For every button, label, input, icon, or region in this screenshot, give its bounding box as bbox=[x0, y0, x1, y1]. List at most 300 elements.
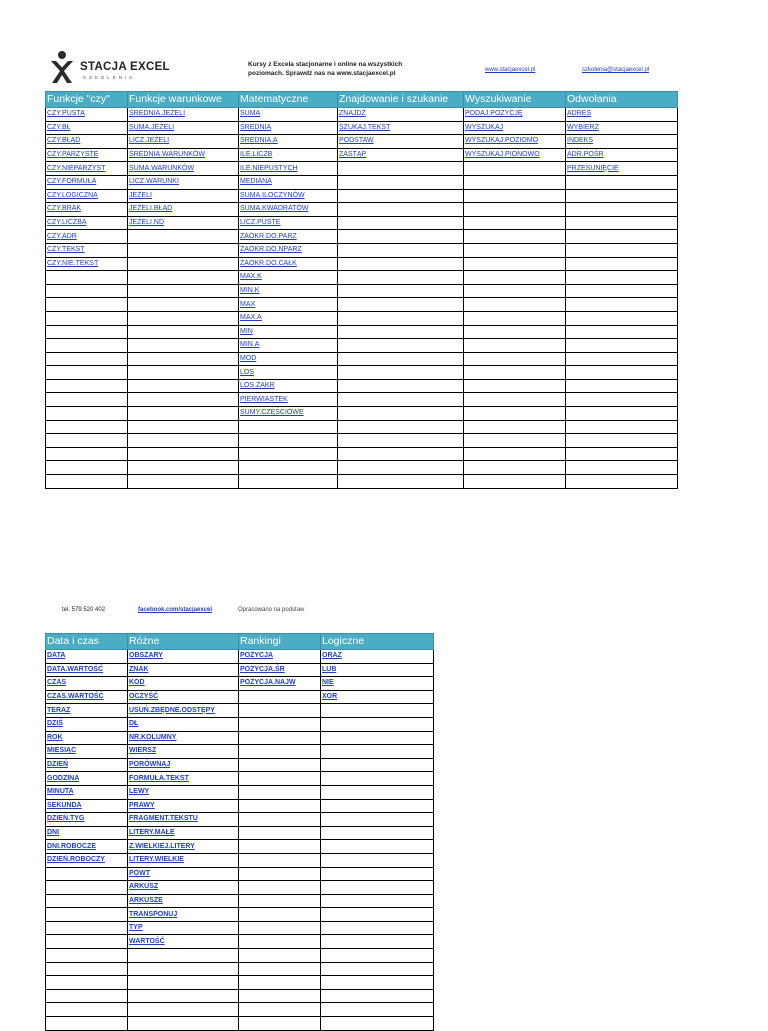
function-link[interactable]: MAX.K bbox=[239, 271, 338, 285]
empty-cell bbox=[321, 772, 434, 786]
function-link[interactable]: USUŃ.ZBĘDNE.ODSTĘPY bbox=[128, 704, 239, 718]
column-header: Wyszukiwanie bbox=[464, 92, 566, 108]
function-link[interactable]: FRAGMENT.TEKSTU bbox=[128, 813, 239, 827]
function-link[interactable]: ADRES bbox=[566, 108, 678, 122]
functions-table-2 bbox=[45, 633, 434, 1031]
empty-cell bbox=[46, 366, 128, 380]
empty-cell bbox=[321, 813, 434, 827]
empty-cell bbox=[239, 758, 321, 772]
empty-cell bbox=[566, 407, 678, 421]
empty-cell bbox=[46, 867, 128, 881]
function-link[interactable]: CZY.BRAK bbox=[46, 203, 128, 217]
column-header: Funkcje warunkowe bbox=[128, 92, 239, 108]
empty-cell bbox=[338, 325, 464, 339]
empty-cell bbox=[239, 1017, 321, 1031]
empty-cell bbox=[464, 434, 566, 448]
empty-cell bbox=[46, 976, 128, 990]
column-header: Data i czas bbox=[46, 634, 128, 650]
empty-cell bbox=[128, 271, 239, 285]
facebook-link[interactable]: facebook.com/stacjaexcel bbox=[138, 607, 213, 613]
empty-cell bbox=[46, 881, 128, 895]
empty-cell bbox=[46, 298, 128, 312]
empty-cell bbox=[128, 311, 239, 325]
function-link[interactable]: XOR bbox=[321, 690, 434, 704]
function-link[interactable]: DŁ bbox=[128, 717, 239, 731]
table-row bbox=[46, 379, 678, 393]
function-link[interactable]: MIN bbox=[239, 325, 338, 339]
empty-cell bbox=[239, 690, 321, 704]
empty-cell bbox=[321, 717, 434, 731]
table-row bbox=[46, 826, 434, 840]
empty-cell bbox=[321, 881, 434, 895]
empty-cell bbox=[239, 935, 321, 949]
function-link[interactable]: NR.KOLUMNY bbox=[128, 731, 239, 745]
empty-cell bbox=[321, 908, 434, 922]
function-link[interactable]: PORÓWNAJ bbox=[128, 758, 239, 772]
empty-cell bbox=[566, 379, 678, 393]
empty-cell bbox=[464, 230, 566, 244]
empty-cell bbox=[566, 352, 678, 366]
function-link[interactable]: ZAOKR.DO.NPARZ bbox=[239, 243, 338, 257]
function-link[interactable]: ŚREDNIA.JEŻELI bbox=[128, 108, 239, 122]
empty-cell bbox=[46, 420, 128, 434]
empty-cell bbox=[566, 257, 678, 271]
empty-cell bbox=[239, 447, 338, 461]
table-row bbox=[46, 921, 434, 935]
function-link[interactable]: SZUKAJ.TEKST bbox=[338, 121, 464, 135]
function-link[interactable]: SUMA bbox=[239, 108, 338, 122]
empty-cell bbox=[46, 407, 128, 421]
empty-cell bbox=[464, 352, 566, 366]
function-link[interactable]: FORMUŁA.TEKST bbox=[128, 772, 239, 786]
empty-cell bbox=[464, 175, 566, 189]
function-link[interactable]: ILE.NIEPUSTYCH bbox=[239, 162, 338, 176]
empty-cell bbox=[321, 1003, 434, 1017]
function-link[interactable]: PIERWIASTEK bbox=[239, 393, 338, 407]
empty-cell bbox=[46, 284, 128, 298]
empty-cell bbox=[464, 407, 566, 421]
empty-cell bbox=[464, 257, 566, 271]
empty-cell bbox=[321, 826, 434, 840]
empty-cell bbox=[239, 989, 321, 1003]
empty-cell bbox=[338, 189, 464, 203]
function-link[interactable]: CZY.PARZYSTE bbox=[46, 148, 128, 162]
function-link[interactable]: SEKUNDA bbox=[46, 799, 128, 813]
function-link[interactable]: CZAS.WARTOŚĆ bbox=[46, 690, 128, 704]
function-link[interactable]: OBSZARY bbox=[128, 650, 239, 664]
table-row bbox=[46, 731, 434, 745]
empty-cell bbox=[239, 962, 321, 976]
empty-cell bbox=[338, 475, 464, 489]
empty-cell bbox=[338, 366, 464, 380]
empty-cell bbox=[464, 243, 566, 257]
tagline-line-2: poziomach. Sprawdź nas na www.stacjaexcel.pl bbox=[248, 70, 396, 77]
empty-cell bbox=[338, 379, 464, 393]
column-header: Znajdowanie i szukanie bbox=[338, 92, 464, 108]
function-link[interactable]: JEŻELI.BŁĄD bbox=[128, 203, 239, 217]
function-link[interactable]: WYSZUKAJ bbox=[464, 121, 566, 135]
table-row bbox=[46, 447, 678, 461]
empty-cell bbox=[566, 175, 678, 189]
table-row bbox=[46, 434, 678, 448]
empty-cell bbox=[566, 311, 678, 325]
function-link[interactable]: JEŻELI bbox=[128, 189, 239, 203]
empty-cell bbox=[566, 298, 678, 312]
table-row bbox=[46, 989, 434, 1003]
table-row bbox=[46, 298, 678, 312]
function-link[interactable]: DATA.WARTOŚĆ bbox=[46, 663, 128, 677]
empty-cell bbox=[239, 475, 338, 489]
function-link[interactable]: CZY.TEKST bbox=[46, 243, 128, 257]
empty-cell bbox=[338, 339, 464, 353]
table-row bbox=[46, 257, 678, 271]
empty-cell bbox=[46, 393, 128, 407]
function-link[interactable]: ZAOKR.DO.CAŁK bbox=[239, 257, 338, 271]
phone-number: tel. 579 520 402 bbox=[62, 607, 106, 613]
table-row bbox=[46, 175, 678, 189]
function-link[interactable]: MOD bbox=[239, 352, 338, 366]
function-link[interactable]: CZY.FORMUŁA bbox=[46, 175, 128, 189]
table-row bbox=[46, 420, 678, 434]
function-link[interactable]: POZYCJA.NAJW bbox=[239, 677, 321, 691]
empty-cell bbox=[464, 325, 566, 339]
function-link[interactable]: ARKUSZE bbox=[128, 894, 239, 908]
empty-cell bbox=[239, 704, 321, 718]
function-link[interactable]: CZAS bbox=[46, 677, 128, 691]
empty-cell bbox=[338, 175, 464, 189]
function-link[interactable]: ZNAJDŹ bbox=[338, 108, 464, 122]
empty-cell bbox=[128, 298, 239, 312]
empty-cell bbox=[128, 434, 239, 448]
tagline-line-1: Kursy z Excela stacjonarne i online na wszystkich bbox=[248, 61, 403, 68]
table-row bbox=[46, 407, 678, 421]
empty-cell bbox=[338, 298, 464, 312]
function-link[interactable]: POZYCJA.ŚR bbox=[239, 663, 321, 677]
empty-cell bbox=[128, 352, 239, 366]
function-link[interactable]: OCZYŚĆ bbox=[128, 690, 239, 704]
website-link[interactable]: www.stacjaexcel.pl bbox=[485, 67, 536, 73]
empty-cell bbox=[46, 962, 128, 976]
function-link[interactable]: MAX.A bbox=[239, 311, 338, 325]
empty-cell bbox=[128, 393, 239, 407]
empty-cell bbox=[128, 339, 239, 353]
empty-cell bbox=[239, 949, 321, 963]
empty-cell bbox=[464, 420, 566, 434]
table-row bbox=[46, 704, 434, 718]
function-link[interactable]: DZIEŃ bbox=[46, 758, 128, 772]
empty-cell bbox=[321, 853, 434, 867]
function-link[interactable]: CZY.LOGICZNA bbox=[46, 189, 128, 203]
empty-cell bbox=[239, 921, 321, 935]
empty-cell bbox=[566, 216, 678, 230]
table-row bbox=[46, 230, 678, 244]
empty-cell bbox=[239, 461, 338, 475]
empty-cell bbox=[464, 162, 566, 176]
function-link[interactable]: MIESIĄC bbox=[46, 745, 128, 759]
function-link[interactable]: CZY.BŁ bbox=[46, 121, 128, 135]
empty-cell bbox=[566, 284, 678, 298]
table-row bbox=[46, 867, 434, 881]
empty-cell bbox=[239, 1003, 321, 1017]
empty-cell bbox=[464, 298, 566, 312]
function-link[interactable]: SUMA.KWADRATÓW bbox=[239, 203, 338, 217]
function-link[interactable]: CZY.NIE.TEKST bbox=[46, 257, 128, 271]
function-link[interactable]: ZAOKR.DO.PARZ bbox=[239, 230, 338, 244]
table-row bbox=[46, 135, 678, 149]
empty-cell bbox=[321, 758, 434, 772]
function-link[interactable]: LEWY bbox=[128, 785, 239, 799]
function-link[interactable]: PODAJ.POZYCJĘ bbox=[464, 108, 566, 122]
empty-cell bbox=[239, 799, 321, 813]
column-header: Funkcje "czy" bbox=[46, 92, 128, 108]
empty-cell bbox=[338, 271, 464, 285]
function-link[interactable]: MEDIANA bbox=[239, 175, 338, 189]
function-link[interactable]: POZYCJA bbox=[239, 650, 321, 664]
empty-cell bbox=[239, 772, 321, 786]
function-link[interactable]: WYSZUKAJ.PIONOWO bbox=[464, 148, 566, 162]
empty-cell bbox=[464, 461, 566, 475]
empty-cell bbox=[464, 216, 566, 230]
empty-cell bbox=[239, 894, 321, 908]
empty-cell bbox=[128, 379, 239, 393]
function-link[interactable]: MIN.A bbox=[239, 339, 338, 353]
table-row bbox=[46, 745, 434, 759]
function-link[interactable]: MINUTA bbox=[46, 785, 128, 799]
empty-cell bbox=[464, 379, 566, 393]
empty-cell bbox=[239, 976, 321, 990]
empty-cell bbox=[46, 921, 128, 935]
function-link[interactable]: DZIŚ bbox=[46, 717, 128, 731]
empty-cell bbox=[338, 203, 464, 217]
function-link[interactable]: ZASTĄP bbox=[338, 148, 464, 162]
function-link[interactable]: SUMY.CZĘŚCIOWE bbox=[239, 407, 338, 421]
empty-cell bbox=[338, 162, 464, 176]
function-link[interactable]: LICZ.JEŻELI bbox=[128, 135, 239, 149]
empty-cell bbox=[128, 284, 239, 298]
empty-cell bbox=[128, 475, 239, 489]
function-link[interactable]: SUMA.JEŻELI bbox=[128, 121, 239, 135]
empty-cell bbox=[566, 461, 678, 475]
empty-cell bbox=[239, 745, 321, 759]
empty-cell bbox=[46, 447, 128, 461]
table-header-row bbox=[46, 634, 434, 650]
empty-cell bbox=[46, 475, 128, 489]
empty-cell bbox=[338, 257, 464, 271]
table-row bbox=[46, 894, 434, 908]
function-link[interactable]: ŚREDNIA.A bbox=[239, 135, 338, 149]
email-link[interactable]: szkolenia@stacjaexcel.pl bbox=[582, 67, 650, 73]
function-link[interactable]: PRAWY bbox=[128, 799, 239, 813]
function-link[interactable]: WYSZUKAJ.POZIOMO bbox=[464, 135, 566, 149]
empty-cell bbox=[566, 230, 678, 244]
table-row bbox=[46, 121, 678, 135]
function-link[interactable]: CZY.LICZBA bbox=[46, 216, 128, 230]
empty-cell bbox=[321, 976, 434, 990]
function-link[interactable]: LUB bbox=[321, 663, 434, 677]
empty-cell bbox=[239, 731, 321, 745]
function-link[interactable]: ROK bbox=[46, 731, 128, 745]
empty-cell bbox=[239, 813, 321, 827]
table-row bbox=[46, 785, 434, 799]
column-header: Różne bbox=[128, 634, 239, 650]
function-link[interactable]: SUMA.ILOCZYNÓW bbox=[239, 189, 338, 203]
table-row bbox=[46, 976, 434, 990]
empty-cell bbox=[239, 420, 338, 434]
table-row bbox=[46, 216, 678, 230]
function-link[interactable]: WIERSZ bbox=[128, 745, 239, 759]
empty-cell bbox=[128, 243, 239, 257]
empty-cell bbox=[128, 420, 239, 434]
table-row bbox=[46, 325, 678, 339]
function-link[interactable]: CZY.ADR bbox=[46, 230, 128, 244]
table-row bbox=[46, 690, 434, 704]
column-header: Rankingi bbox=[239, 634, 321, 650]
function-link[interactable]: ŚREDNIA.WARUNKÓW bbox=[128, 148, 239, 162]
logo-subtitle: SZKOLENIA bbox=[83, 75, 136, 80]
function-link[interactable]: LITERY.MAŁE bbox=[128, 826, 239, 840]
table-row bbox=[46, 311, 678, 325]
table-row bbox=[46, 908, 434, 922]
empty-cell bbox=[321, 731, 434, 745]
table-row bbox=[46, 949, 434, 963]
table-row bbox=[46, 962, 434, 976]
function-link[interactable]: ŚREDNIA bbox=[239, 121, 338, 135]
function-link[interactable]: TRANSPONUJ bbox=[128, 908, 239, 922]
empty-cell bbox=[239, 867, 321, 881]
table-row bbox=[46, 1017, 434, 1031]
function-link[interactable]: CZY.NIEPARZYST bbox=[46, 162, 128, 176]
empty-cell bbox=[321, 799, 434, 813]
table-row bbox=[46, 189, 678, 203]
empty-cell bbox=[321, 704, 434, 718]
empty-cell bbox=[239, 840, 321, 854]
function-link[interactable]: DZIEŃ.ROBOCZY bbox=[46, 853, 128, 867]
empty-cell bbox=[321, 935, 434, 949]
function-link[interactable]: KOD bbox=[128, 677, 239, 691]
table-row bbox=[46, 799, 434, 813]
empty-cell bbox=[46, 1003, 128, 1017]
empty-cell bbox=[321, 962, 434, 976]
empty-cell bbox=[46, 339, 128, 353]
function-link[interactable]: CZY.BŁĄD bbox=[46, 135, 128, 149]
empty-cell bbox=[128, 366, 239, 380]
column-header: Matematyczne bbox=[239, 92, 338, 108]
table-row bbox=[46, 772, 434, 786]
empty-cell bbox=[128, 989, 239, 1003]
empty-cell bbox=[321, 785, 434, 799]
tagline bbox=[248, 60, 458, 78]
empty-cell bbox=[464, 203, 566, 217]
empty-cell bbox=[566, 475, 678, 489]
function-link[interactable]: CZY.PUSTA bbox=[46, 108, 128, 122]
empty-cell bbox=[46, 352, 128, 366]
function-link[interactable]: TYP bbox=[128, 921, 239, 935]
empty-cell bbox=[464, 366, 566, 380]
empty-cell bbox=[566, 447, 678, 461]
function-link[interactable]: INDEKS bbox=[566, 135, 678, 149]
function-link[interactable]: ILE.LICZB bbox=[239, 148, 338, 162]
table-row bbox=[46, 108, 678, 122]
stacja-excel-logo-icon bbox=[48, 50, 76, 84]
function-link[interactable]: JEŻELI.ND bbox=[128, 216, 239, 230]
empty-cell bbox=[128, 447, 239, 461]
empty-cell bbox=[128, 1003, 239, 1017]
table-row bbox=[46, 393, 678, 407]
function-link[interactable]: WARTOŚĆ bbox=[128, 935, 239, 949]
empty-cell bbox=[338, 447, 464, 461]
empty-cell bbox=[321, 989, 434, 1003]
function-link[interactable]: LITERY.WIELKIE bbox=[128, 853, 239, 867]
function-link[interactable]: PRZESUNIĘCIE bbox=[566, 162, 678, 176]
table-row bbox=[46, 935, 434, 949]
empty-cell bbox=[321, 921, 434, 935]
empty-cell bbox=[46, 894, 128, 908]
function-link[interactable]: LOS bbox=[239, 366, 338, 380]
function-link[interactable]: WYBIERZ bbox=[566, 121, 678, 135]
function-link[interactable]: MIN.K bbox=[239, 284, 338, 298]
function-link[interactable]: TERAZ bbox=[46, 704, 128, 718]
function-link[interactable]: GODZINA bbox=[46, 772, 128, 786]
table-row bbox=[46, 853, 434, 867]
empty-cell bbox=[46, 271, 128, 285]
empty-cell bbox=[239, 853, 321, 867]
function-link[interactable]: DATA bbox=[46, 650, 128, 664]
function-link[interactable]: LICZ.PUSTE bbox=[239, 216, 338, 230]
function-link[interactable]: DNI bbox=[46, 826, 128, 840]
empty-cell bbox=[46, 325, 128, 339]
table-row bbox=[46, 461, 678, 475]
empty-cell bbox=[128, 461, 239, 475]
function-link[interactable]: SUMA.WARUNKÓW bbox=[128, 162, 239, 176]
function-link[interactable]: LOS.ZAKR bbox=[239, 379, 338, 393]
function-link[interactable]: LICZ.WARUNKI bbox=[128, 175, 239, 189]
function-link[interactable]: ORAZ bbox=[321, 650, 434, 664]
function-link[interactable]: POWT bbox=[128, 867, 239, 881]
empty-cell bbox=[128, 325, 239, 339]
table-row bbox=[46, 284, 678, 298]
function-link[interactable]: MAX bbox=[239, 298, 338, 312]
empty-cell bbox=[566, 339, 678, 353]
empty-cell bbox=[464, 189, 566, 203]
empty-cell bbox=[128, 257, 239, 271]
empty-cell bbox=[239, 434, 338, 448]
function-link[interactable]: ARKUSZ bbox=[128, 881, 239, 895]
empty-cell bbox=[128, 1017, 239, 1031]
table-row bbox=[46, 758, 434, 772]
empty-cell bbox=[338, 216, 464, 230]
logo bbox=[48, 50, 188, 86]
function-link[interactable]: Z.WIELKIEJ.LITERY bbox=[128, 840, 239, 854]
function-link[interactable]: NIE bbox=[321, 677, 434, 691]
function-link[interactable]: DZIEŃ.TYG bbox=[46, 813, 128, 827]
empty-cell bbox=[464, 447, 566, 461]
function-link[interactable]: ZNAK bbox=[128, 663, 239, 677]
empty-cell bbox=[46, 1017, 128, 1031]
empty-cell bbox=[338, 461, 464, 475]
empty-cell bbox=[46, 908, 128, 922]
empty-cell bbox=[464, 393, 566, 407]
empty-cell bbox=[128, 949, 239, 963]
table-row bbox=[46, 271, 678, 285]
empty-cell bbox=[46, 949, 128, 963]
empty-cell bbox=[464, 311, 566, 325]
function-link[interactable]: ADR.POŚR bbox=[566, 148, 678, 162]
table-row bbox=[46, 840, 434, 854]
function-link[interactable]: PODSTAW bbox=[338, 135, 464, 149]
function-link[interactable]: DNI.ROBOCZE bbox=[46, 840, 128, 854]
table-row bbox=[46, 663, 434, 677]
empty-cell bbox=[46, 989, 128, 1003]
